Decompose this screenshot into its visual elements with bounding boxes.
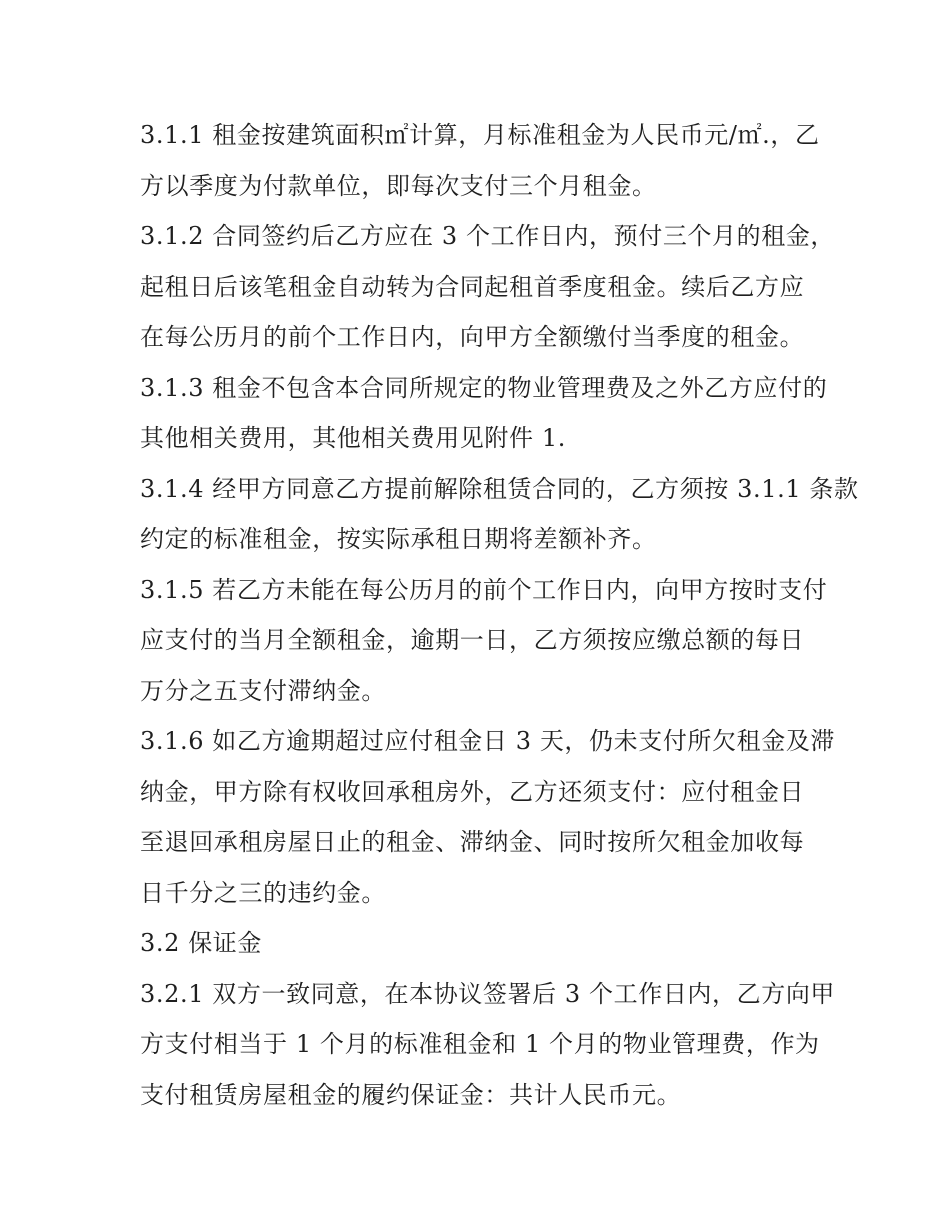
clause-3-1-2-line-1: 3.1.2 合同签约后乙方应在 3 个工作日内，预付三个月的租金， <box>140 222 836 250</box>
clause-3-1-6-line-4: 日千分之三的违约金。 <box>140 878 386 907</box>
clause-3-1-3-line-1: 3.1.3 租金不包含本合同所规定的物业管理费及之外乙方应付的 <box>140 373 828 402</box>
clause-3-1-2-line-3: 在每公历月的前个工作日内，向甲方全额缴付当季度的租金。 <box>140 323 805 351</box>
clause-3-1-1-line-1: 3.1.1 租金按建筑面积㎡计算，月标准租金为人民币元/㎡.，乙 <box>140 121 820 149</box>
clause-3-1-5-line-1: 3.1.5 若乙方未能在每公历月的前个工作日内，向甲方按时支付 <box>140 575 828 604</box>
clause-3-1-6-line-2: 纳金，甲方除有权收回承租房外，乙方还须支付：应付租金日 <box>140 777 805 806</box>
section-3-2-heading: 3.2 保证金 <box>140 929 262 957</box>
document-body <box>140 110 859 1120</box>
clause-3-1-6-line-1: 3.1.6 如乙方逾期超过应付租金日 3 天，仍未支付所欠租金及滞 <box>140 727 836 755</box>
clause-3-1-4-line-1: 3.1.4 经甲方同意乙方提前解除租赁合同的，乙方须按 3.1.1 条款 <box>140 474 859 503</box>
clause-3-1-5-line-3: 万分之五支付滞纳金。 <box>140 676 386 705</box>
clause-3-1-1-line-2: 方以季度为付款单位，即每次支付三个月租金。 <box>140 171 657 200</box>
clause-3-2-1-line-3: 支付租赁房屋租金的履约保证金：共计人民币元。 <box>140 1080 682 1109</box>
clause-3-2-1-line-2: 方支付相当于 1 个月的标准租金和 1 个月的物业管理费，作为 <box>140 1030 820 1058</box>
clause-3-1-2-line-2: 起租日后该笔租金自动转为合同起租首季度租金。续后乙方应 <box>140 272 805 301</box>
clause-3-1-5-line-2: 应支付的当月全额租金，逾期一日，乙方须按应缴总额的每日 <box>140 626 805 654</box>
clause-3-1-4-line-2: 约定的标准租金，按实际承租日期将差额补齐。 <box>140 525 657 553</box>
clause-3-1-6-line-3: 至退回承租房屋日止的租金、滞纳金、同时按所欠租金加收每 <box>140 828 805 856</box>
clause-3-2-1-line-1: 3.2.1 双方一致同意，在本协议签署后 3 个工作日内，乙方向甲 <box>140 979 836 1008</box>
clause-3-1-3-line-2: 其他相关费用，其他相关费用见附件 1. <box>140 424 566 452</box>
